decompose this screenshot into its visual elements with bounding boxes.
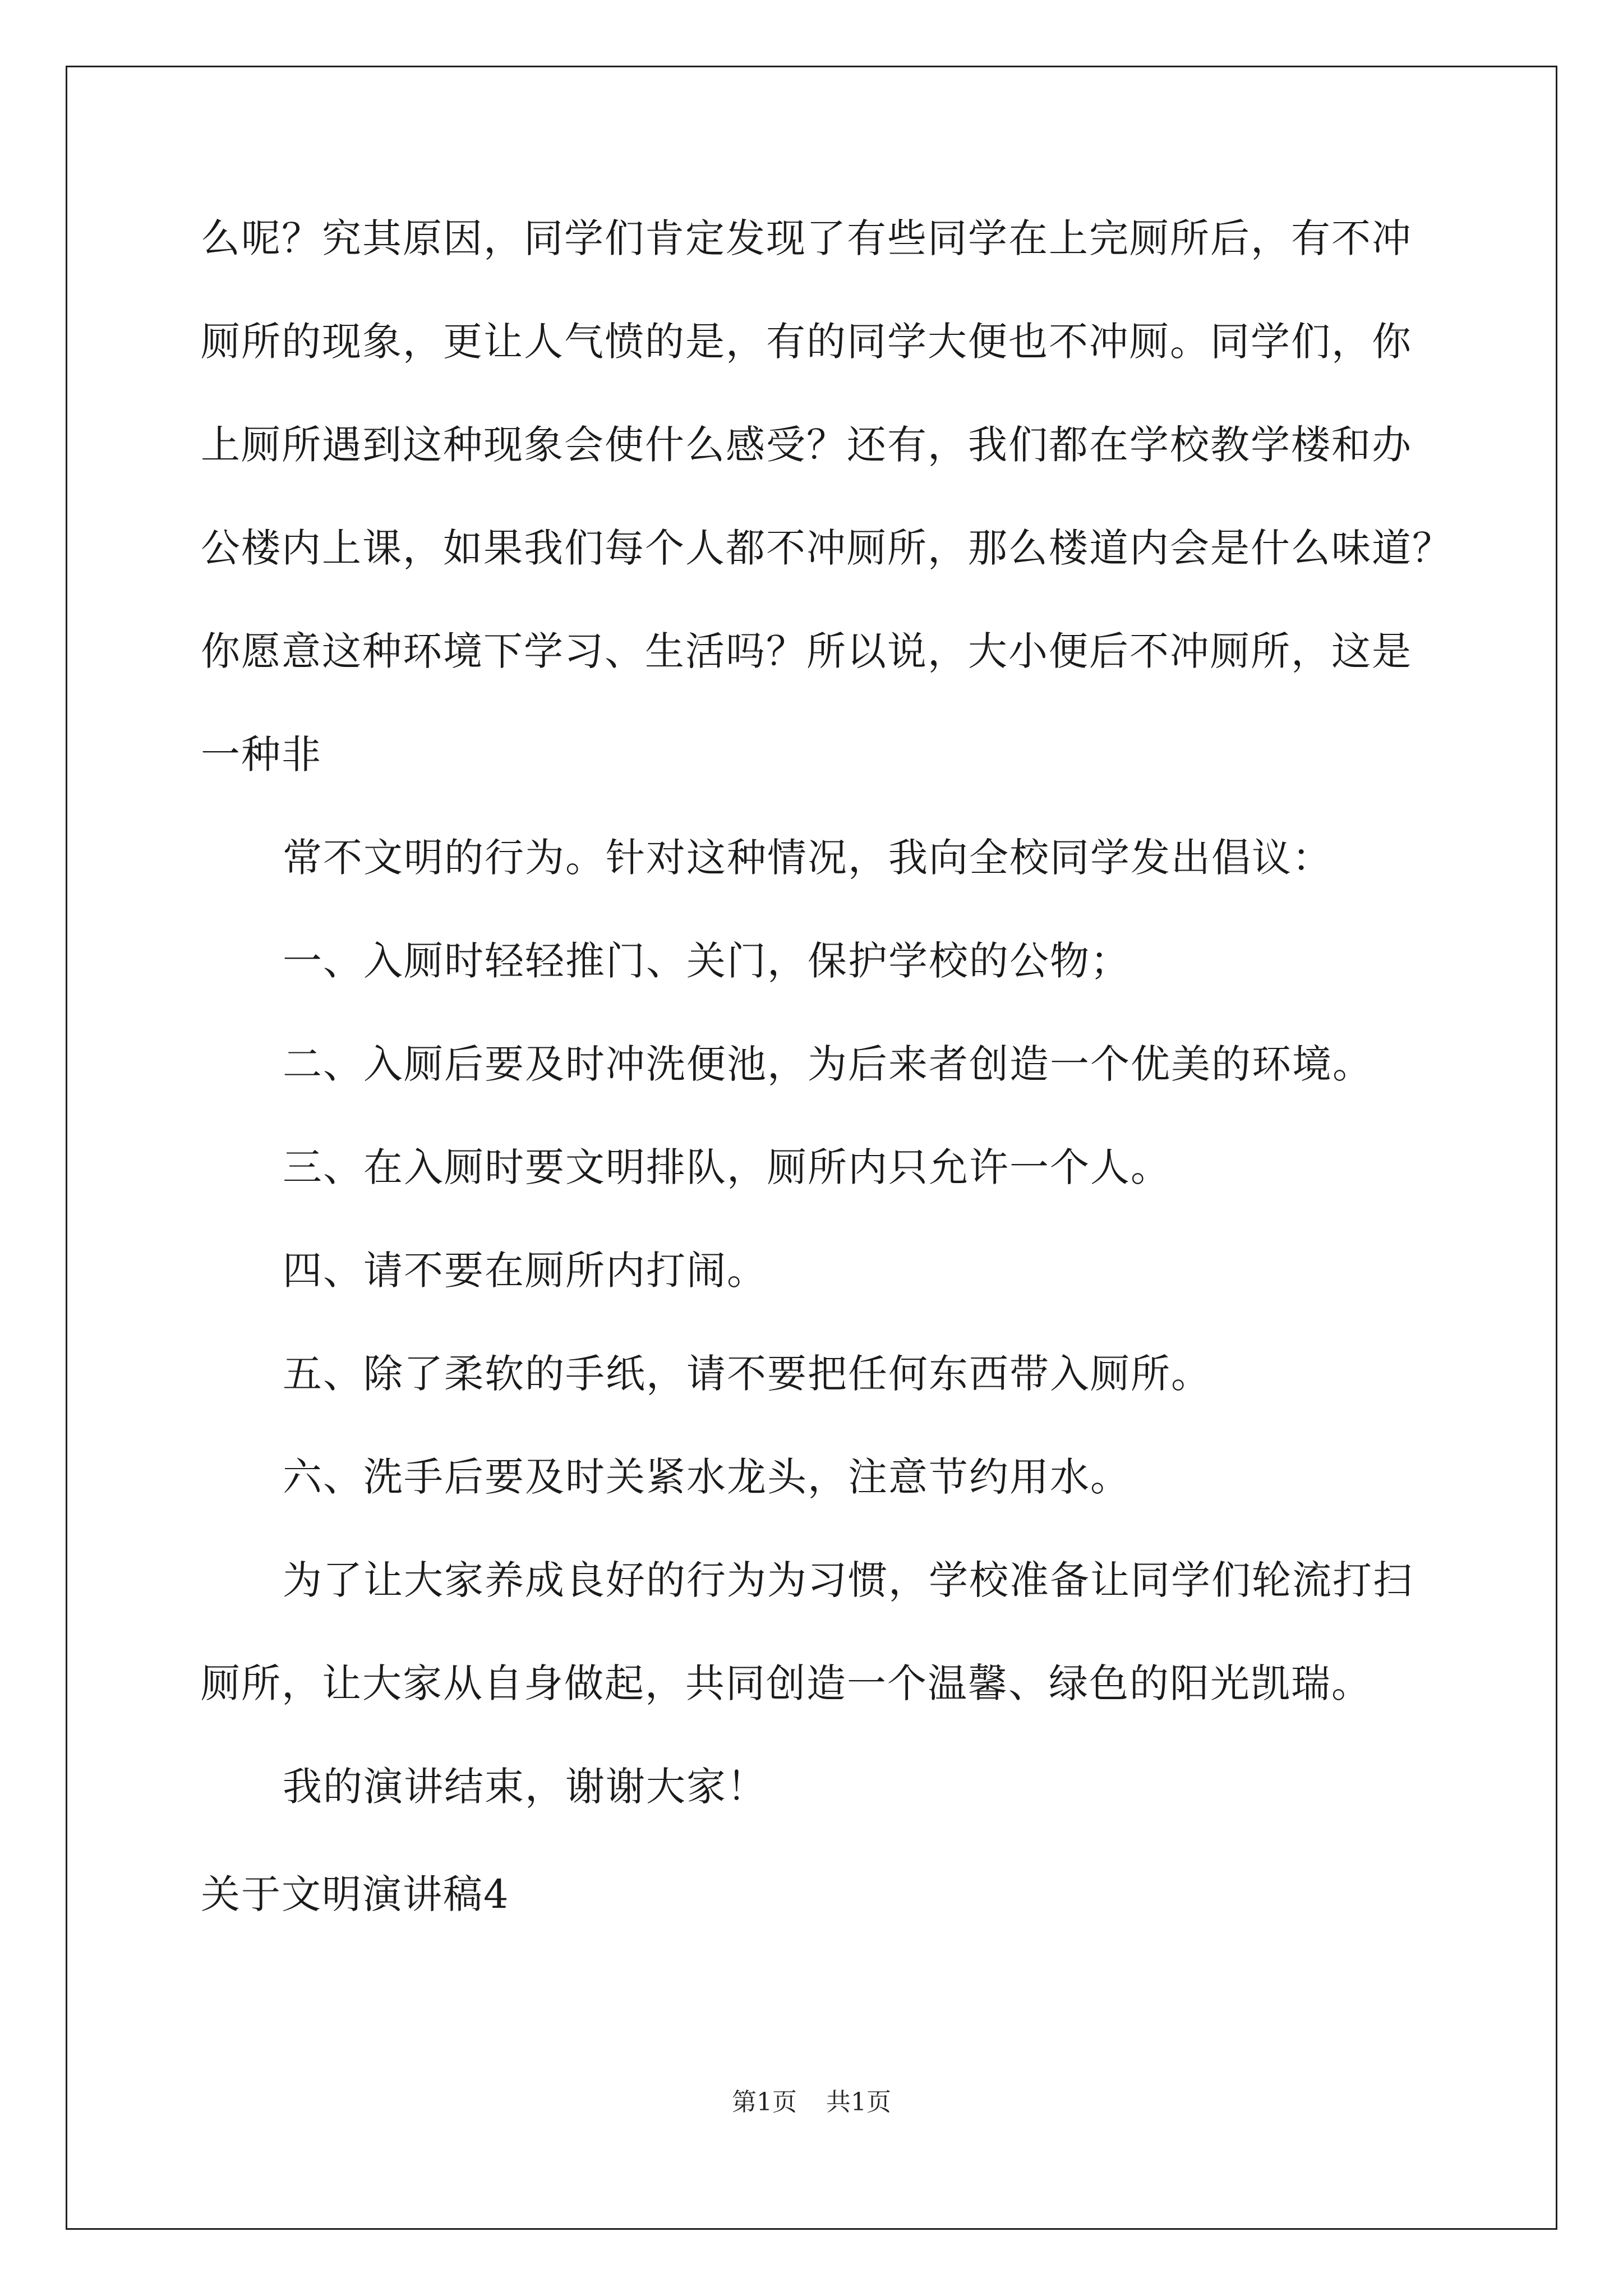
body-line: 么呢？究其原因，同学们肯定发现了有些同学在上完厕所后，有不冲	[201, 215, 1412, 261]
proposal-item-1: 一、入厕时轻轻推门、关门，保护学校的公物；	[283, 938, 1131, 984]
page-number: 第1页	[732, 2088, 797, 2116]
proposal-item-4: 四、请不要在厕所内打闹。	[283, 1248, 767, 1294]
paragraph: 常不文明的行为。针对这种情况，我向全校同学发出倡议：	[283, 835, 1332, 881]
closing-paragraph: 为了让大家养成良好的行为为习惯，学校准备让同学们轮流打扫	[283, 1557, 1413, 1603]
body-line: 一种非	[201, 731, 322, 777]
page-footer	[0, 2086, 1623, 2119]
proposal-item-2: 二、入厕后要及时冲洗便池，为后来者创造一个优美的环境。	[283, 1041, 1373, 1087]
body-line: 厕所的现象，更让人气愤的是，有的同学大便也不冲厕。同学们，你	[201, 319, 1412, 365]
closing-thanks: 我的演讲结束，谢谢大家！	[283, 1764, 767, 1810]
body-line: 上厕所遇到这种现象会使什么感受？还有，我们都在学校教学楼和办	[201, 422, 1412, 468]
proposal-item-5: 五、除了柔软的手纸，请不要把任何东西带入厕所。	[283, 1351, 1211, 1397]
body-line: 公楼内上课，如果我们每个人都不冲厕所，那么楼道内会是什么味道？	[201, 525, 1453, 571]
page-total: 共1页	[826, 2088, 891, 2116]
body-line: 你愿意这种环境下学习、生活吗？所以说，大小便后不冲厕所，这是	[201, 628, 1412, 674]
proposal-item-6: 六、洗手后要及时关紧水龙头，注意节约用水。	[283, 1454, 1131, 1500]
section-heading: 关于文明演讲稿4	[201, 1871, 510, 1917]
proposal-item-3: 三、在入厕时要文明排队，厕所内只允许一个人。	[283, 1144, 1171, 1190]
document-body	[201, 208, 1453, 1925]
closing-paragraph-continued: 厕所，让大家从自身做起，共同创造一个温馨、绿色的阳光凯瑞。	[201, 1660, 1372, 1706]
